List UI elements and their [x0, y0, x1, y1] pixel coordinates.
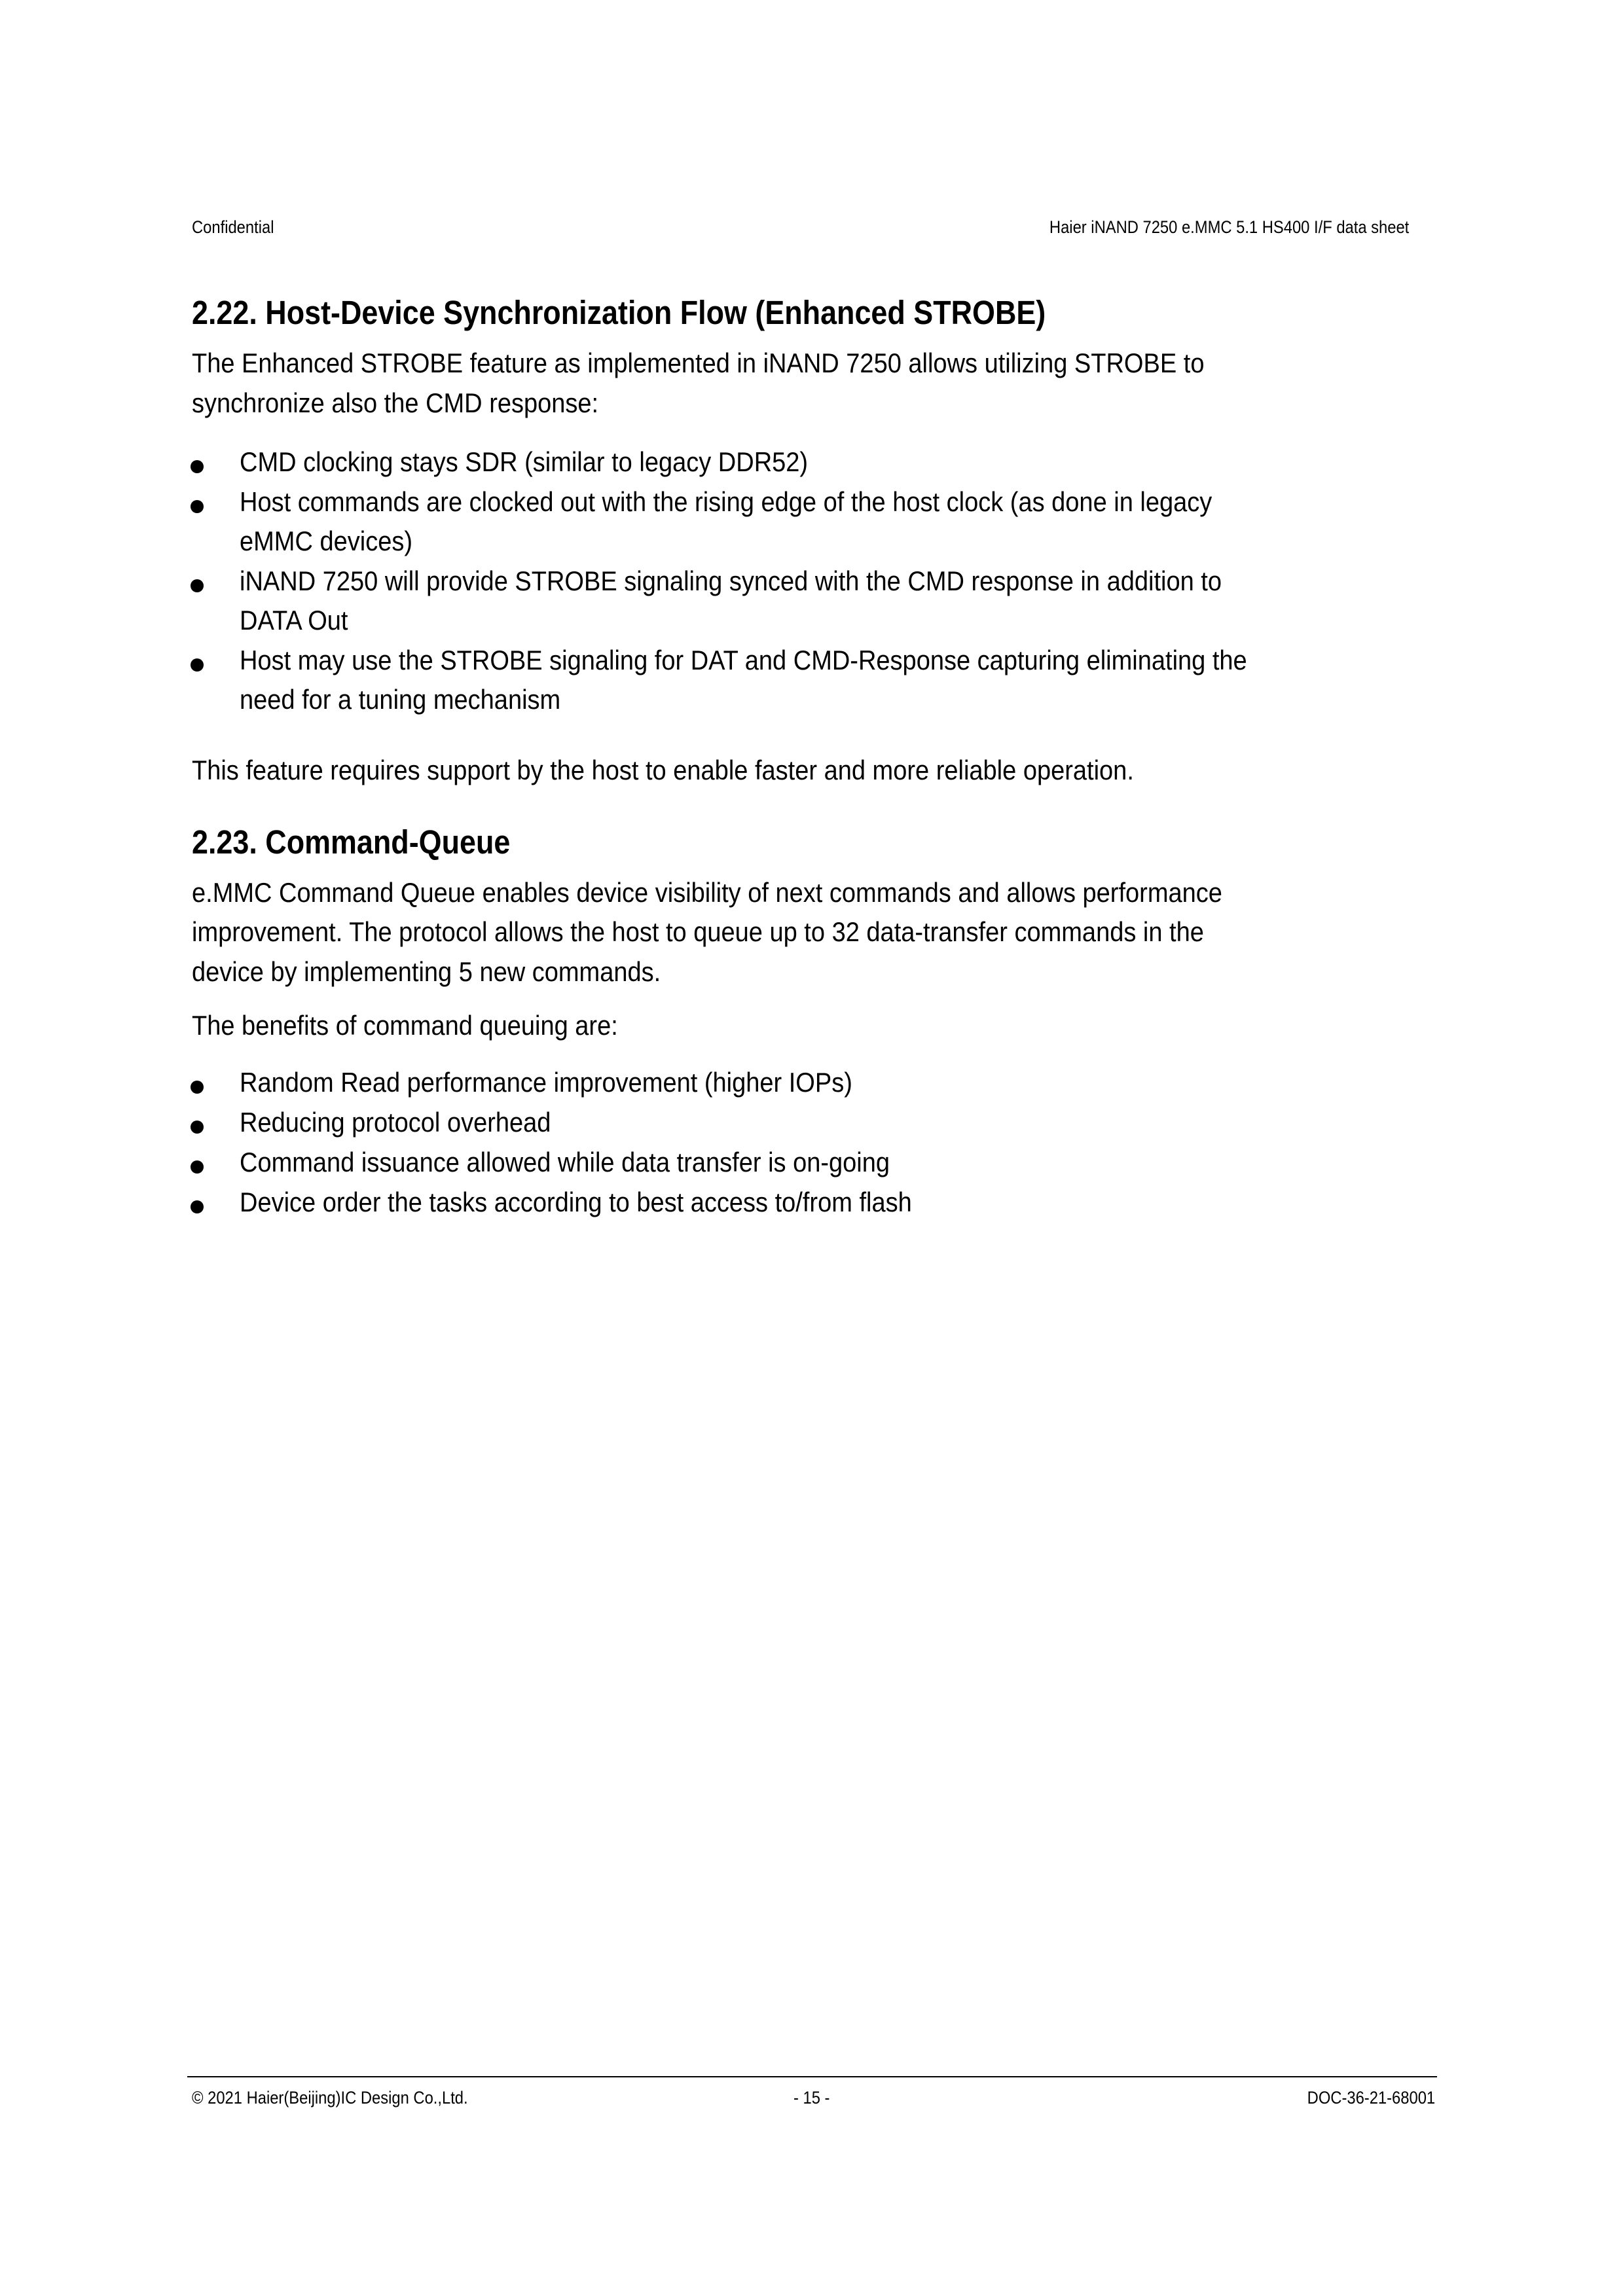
section-2-23-heading: 2.23. Command-Queue — [192, 823, 511, 861]
bullet-icon — [191, 500, 204, 513]
list-item: CMD clocking stays SDR (similar to legacy DDR52) — [240, 446, 809, 477]
list-item-continuation: need for a tuning mechanism — [240, 684, 561, 715]
list-item: Random Read performance improvement (higher IOPs) — [240, 1067, 852, 1098]
bullet-icon — [191, 1200, 204, 1213]
bullet-icon — [191, 1081, 204, 1094]
benefits-label: The benefits of command queuing are: — [192, 1010, 618, 1041]
section-2-23-intro-line: e.MMC Command Queue enables device visibility of next commands and allows performance — [192, 877, 1222, 908]
bullet-icon — [191, 658, 204, 672]
section-2-22-intro-line: The Enhanced STROBE feature as implemented in iNAND 7250 allows utilizing STROBE to — [192, 348, 1205, 378]
list-item: Device order the tasks according to best access to/from flash — [240, 1187, 912, 1217]
section-2-22-closing: This feature requires support by the host to enable faster and more reliable operation. — [192, 755, 1134, 785]
list-item: Host commands are clocked out with the rising edge of the host clock (as done in legacy — [240, 486, 1213, 517]
footer-divider — [187, 2076, 1437, 2077]
section-2-22-heading: 2.22. Host-Device Synchronization Flow (Enhanced STROBE) — [192, 294, 1046, 331]
header-document-title: Haier iNAND 7250 e.MMC 5.1 HS400 I/F data sheet — [1049, 217, 1409, 237]
list-item-continuation: DATA Out — [240, 605, 348, 636]
list-item: Reducing protocol overhead — [240, 1107, 551, 1138]
section-2-23-intro-line: improvement. The protocol allows the host to queue up to 32 data-transfer commands in the — [192, 916, 1204, 947]
footer-page-number: - 15 - — [793, 2088, 830, 2108]
bullet-icon — [191, 579, 204, 592]
section-2-22-intro-line: synchronize also the CMD response: — [192, 387, 599, 418]
list-item: Command issuance allowed while data transfer is on-going — [240, 1147, 890, 1177]
list-item: iNAND 7250 will provide STROBE signaling synced with the CMD response in addition to — [240, 565, 1222, 596]
footer-doc-id: DOC-36-21-68001 — [1307, 2088, 1435, 2108]
bullet-icon — [191, 1121, 204, 1134]
list-item: Host may use the STROBE signaling for DAT and CMD-Response capturing eliminating the — [240, 645, 1247, 675]
footer-copyright: © 2021 Haier(Beijing)IC Design Co.,Ltd. — [192, 2088, 468, 2108]
list-item-continuation: eMMC devices) — [240, 526, 413, 556]
bullet-icon — [191, 460, 204, 473]
header-confidential: Confidential — [192, 217, 274, 237]
section-2-23-intro-line: device by implementing 5 new commands. — [192, 956, 661, 987]
bullet-icon — [191, 1160, 204, 1174]
